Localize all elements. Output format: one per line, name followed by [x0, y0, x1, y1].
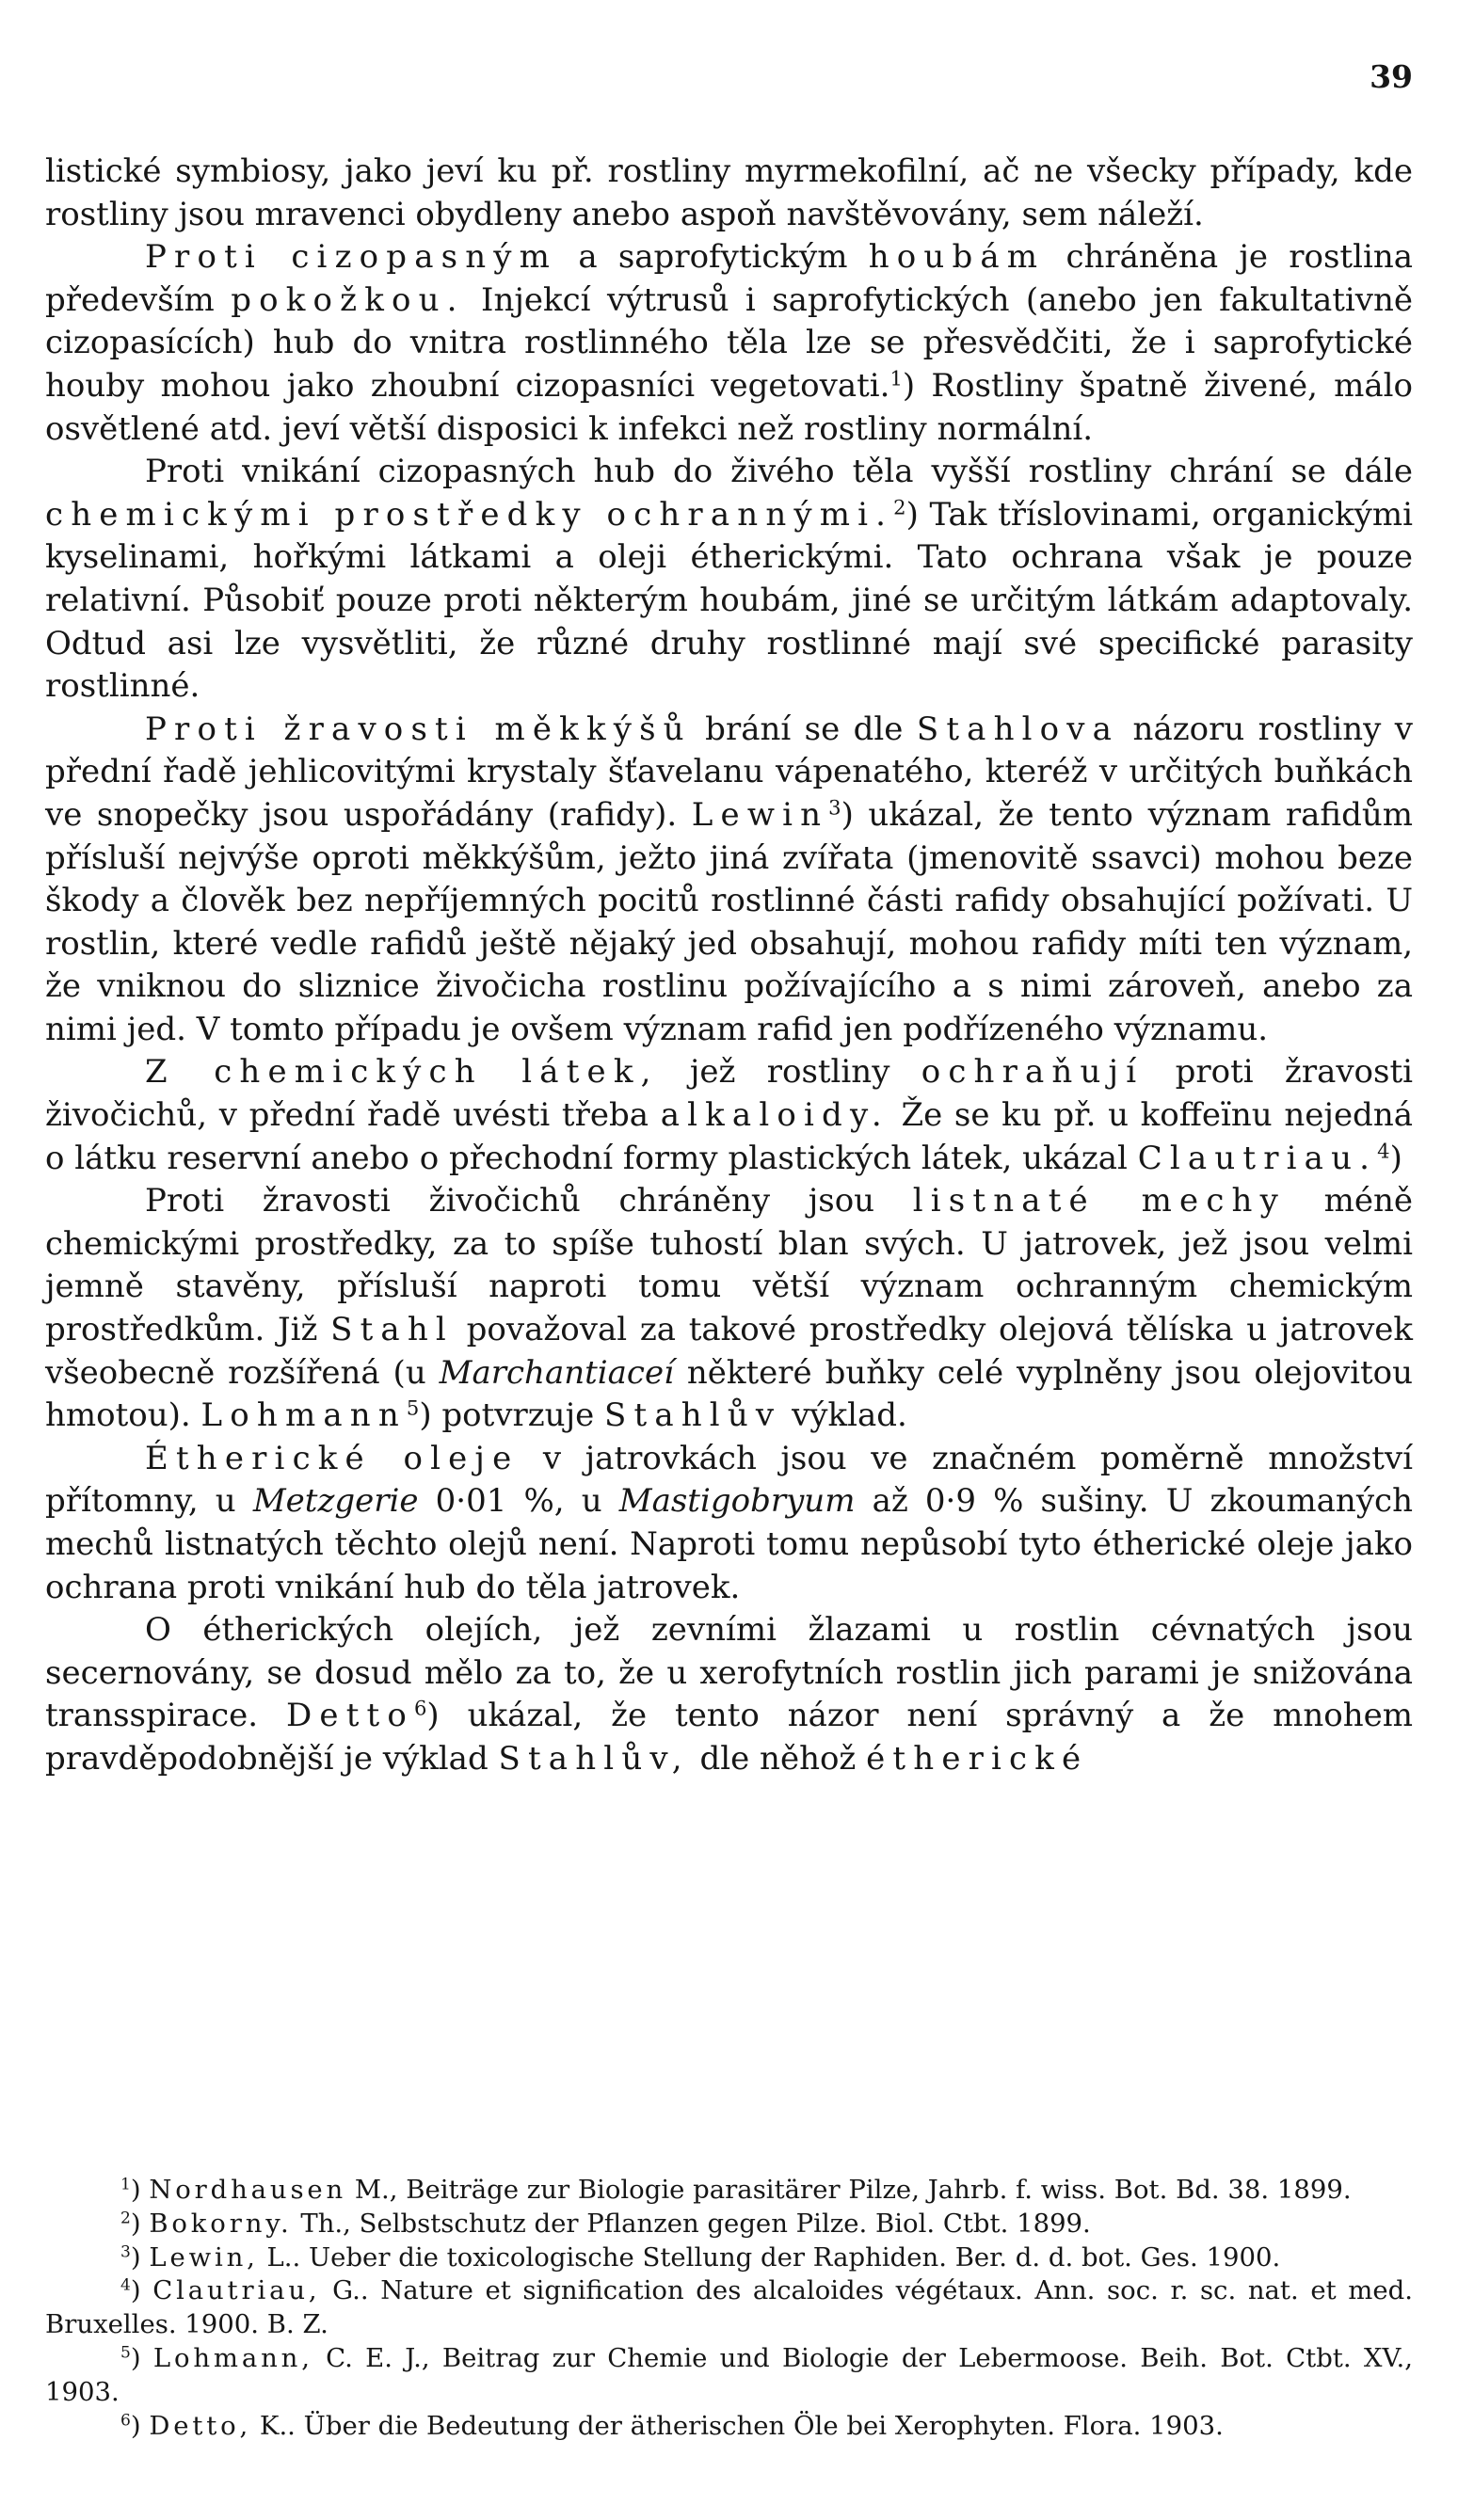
footnote-author: Nordhausen — [149, 2175, 347, 2205]
footnote-reference: 1 — [889, 366, 903, 391]
text-run: dle něhož — [689, 1739, 867, 1778]
footnote-text: G.. Nature et signification des alcaloides végétaux. Ann. soc. r. sc. nat. et med. Bruxelles. 1900. B. Z. — [45, 2275, 1413, 2340]
footnote-mark: 6 — [120, 2411, 131, 2431]
spaced-emphasis: houbám — [868, 238, 1046, 277]
footnote — [45, 2241, 1413, 2275]
footnote-reference: 6 — [414, 1696, 427, 1720]
footnote-text: Th., Selbstschutz der Pflanzen gegen Pilze. Biol. Ctbt. 1899. — [292, 2208, 1091, 2239]
text-run: proti žravosti živočichů, v přední řadě uvésti třeba — [45, 1053, 1414, 1135]
spaced-emphasis: Étherické oleje — [145, 1439, 520, 1477]
footnote-reference: 2 — [893, 495, 906, 519]
text-run: Proti vnikání cizopasných hub do živého těla vyšší rostliny chrání se dále — [145, 453, 1413, 491]
spaced-emphasis: Stahlova — [916, 710, 1120, 748]
footnote-mark-paren: ) — [130, 2410, 150, 2441]
spaced-emphasis: Stahlův — [604, 1396, 782, 1435]
page-number: 39 — [1370, 58, 1413, 95]
italic-term: Mastigobryum — [618, 1482, 856, 1521]
text-run: výklad. — [781, 1396, 907, 1435]
body-text — [45, 151, 1413, 1781]
text-run: ) Tak tříslovinami, organickými kyselinami, hořkými látkami a oleji étherickými. Tato ochrana však je pouze relativní. Působiť pouze proti některým houbám, jiné se určitým látkám adaptovaly. Odtud asi lze vysvětliti, že různé druhy rostlinné mají své specifické parasity rostlinné. — [45, 495, 1413, 706]
paragraph — [45, 1609, 1413, 1780]
text-run: považoval za takové prostředky olejová tělíska u jatrovek všeobecně rozšířená (u — [45, 1311, 1414, 1392]
spaced-emphasis: Z chemických látek, — [145, 1053, 659, 1092]
text-run: v jatrovkách jsou ve značném poměrně množství přítomny, u — [45, 1439, 1413, 1521]
spaced-emphasis: chemickými prostředky ochrannými. — [45, 495, 894, 534]
footnote-author: Detto, — [149, 2410, 252, 2441]
text-run: ) potvrzuje — [419, 1396, 605, 1435]
text-run: ) ukázal, že tento názor není správný a že mnohem pravděpodobnější je výklad — [45, 1697, 1413, 1778]
spaced-emphasis: ochraňují — [921, 1053, 1145, 1092]
spaced-emphasis: étherické — [866, 1739, 1089, 1778]
footnote-text: L.. Ueber die toxicologische Stellung der Raphiden. Ber. d. d. bot. Ges. 1900. — [258, 2241, 1281, 2273]
text-run: brání se dle — [691, 710, 917, 748]
text-run: názoru rostliny v přední řadě jehlicovitými krystaly šťavelanu vápenatého, kteréž v určitých buňkách ve snopečky jsou uspořádány (rafidy). — [45, 710, 1413, 834]
footnote-mark-paren: ) — [130, 2208, 150, 2239]
footnote-mark: 1 — [120, 2175, 131, 2194]
footnote — [45, 2208, 1413, 2241]
text-run: ) Rostliny špatně živené, málo osvětlené atd. jeví větší disposici k infekci než rostliny normální. — [45, 366, 1413, 448]
footnote-reference: 5 — [406, 1396, 420, 1420]
spaced-emphasis: Stahlův, — [498, 1739, 690, 1778]
text-run: Injekcí výtrusů i saprofytických (anebo jen fakultativně cizopasících) hub do vnitra rostlinného těla lze se přesvědčiti, že i saprofytické houby mohou jako zhoubní cizopasníci vegetovati. — [45, 280, 1413, 405]
paragraph — [45, 151, 1413, 236]
text-run: a saprofytickým — [557, 238, 869, 277]
text-run: ) ukázal, že tento význam rafidům přísluší nejvýše oproti měkkýšům, ježto jiná zvířata (jmenovitě ssavci) mohou beze škody a člověk bez nepříjemných pocitů rostlinné části rafidy obsahující požívati. U rostlin, které vedle rafidů ještě nějaký jed obsahují, mohou rafidy míti ten význam, že vniknou do sliznice živočicha rostlinu požívajícího a s nimi zároveň, anebo za nimi jed. V tomto případu je ovšem význam rafid jen podřízeného významu. — [45, 795, 1413, 1048]
italic-term: Marchantiaceí — [439, 1353, 674, 1392]
paragraph — [45, 1051, 1413, 1180]
spaced-emphasis: listnaté mechy — [912, 1182, 1286, 1220]
spaced-emphasis: pokožkou. — [231, 280, 465, 319]
text-run: až 0·9 % sušiny. U zkoumaných mechů listnatých těchto olejů není. Naproti tomu nepůsobí tyto étherické oleje jako ochrana proti vnikání hub do těla jatrovek. — [45, 1482, 1413, 1606]
footnote-text: C. E. J., Beitrag zur Chemie und Biologie der Lebermoose. Beih. Bot. Ctbt. XV., 1903. — [45, 2342, 1413, 2407]
footnote-mark-paren: ) — [130, 2342, 153, 2373]
spaced-emphasis: Lewin — [691, 795, 829, 834]
footnote-reference: 3 — [828, 795, 841, 820]
footnote — [45, 2274, 1413, 2342]
footnote-author: Bokorny. — [149, 2208, 293, 2239]
paragraph — [45, 451, 1413, 709]
footnote-mark-paren: ) — [130, 2241, 150, 2273]
text-run: Že se ku př. u koffeïnu nejedná o látku reservní anebo o přechodní formy plastických látek, ukázal — [45, 1096, 1413, 1177]
paragraph — [45, 236, 1413, 451]
footnote — [45, 2174, 1413, 2208]
spaced-emphasis: Detto — [286, 1697, 414, 1735]
paragraph — [45, 1438, 1413, 1609]
footnote-mark: 5 — [120, 2343, 131, 2363]
text-run: O étherických olejích, jež zevními žlazami u rostlin cévnatých jsou secernovány, se dosud mělo za to, že u xerofytních rostlin jich parami je snižována transspirace. — [45, 1611, 1413, 1735]
italic-term: Metzgerie — [252, 1482, 419, 1521]
paragraph — [45, 1180, 1413, 1438]
spaced-emphasis: Lohmann — [200, 1396, 407, 1435]
footnote-text: K.. Über die Bedeutung der ätherischen Öle bei Xerophyten. Flora. 1903. — [251, 2410, 1224, 2441]
footnote-author: Lohmann, — [152, 2342, 313, 2373]
text-run: jež rostliny — [658, 1053, 921, 1092]
footnote-author: Lewin, — [149, 2241, 259, 2273]
footnote-text: M., Beiträge zur Biologie parasitärer Pilze, Jahrb. f. wiss. Bot. Bd. 38. 1899. — [346, 2175, 1352, 2205]
paragraph — [45, 709, 1413, 1052]
spaced-emphasis: alkaloidy. — [660, 1096, 889, 1135]
text-run: méně chemickými prostředky, za to spíše tuhostí blan svých. U jatrovek, jež jsou velmi jemně stavěny, přísluší naproti tomu větší význam ochranným chemickým prostředkům. Již — [45, 1182, 1414, 1349]
spaced-emphasis: Clautriau. — [1137, 1139, 1378, 1177]
spaced-emphasis: Proti žravosti měkkýšů — [145, 710, 692, 748]
text-run: některé buňky celé vyplněny jsou olejovitou hmotou). — [45, 1353, 1414, 1435]
footnote-mark: 2 — [120, 2209, 131, 2228]
text-run: listické symbiosy, jako jeví ku př. rostliny myrmekofilní, ač ne všecky případy, kde rostliny jsou mravenci obydleny anebo aspoň navštěvovány, sem náleží. — [45, 152, 1413, 233]
footnotes — [45, 2174, 1413, 2443]
footnote-author: Clautriau, — [152, 2275, 321, 2306]
footnote-mark: 3 — [120, 2242, 131, 2262]
spaced-emphasis: Stahl — [330, 1311, 454, 1349]
text-run: chráněna je rostlina především — [45, 238, 1413, 319]
text-run: Proti žravosti živočichů chráněny jsou — [145, 1182, 913, 1220]
footnote-mark-paren: ) — [130, 2275, 153, 2306]
text-run: 0·01 %, u — [418, 1482, 619, 1521]
text-run: ) — [1389, 1139, 1402, 1177]
footnote — [45, 2410, 1413, 2444]
footnote — [45, 2342, 1413, 2410]
footnote-mark-paren: ) — [130, 2175, 150, 2205]
footnote-reference: 4 — [1377, 1139, 1390, 1163]
footnote-mark: 4 — [120, 2276, 131, 2296]
spaced-emphasis: Proti cizopasným — [145, 238, 558, 277]
